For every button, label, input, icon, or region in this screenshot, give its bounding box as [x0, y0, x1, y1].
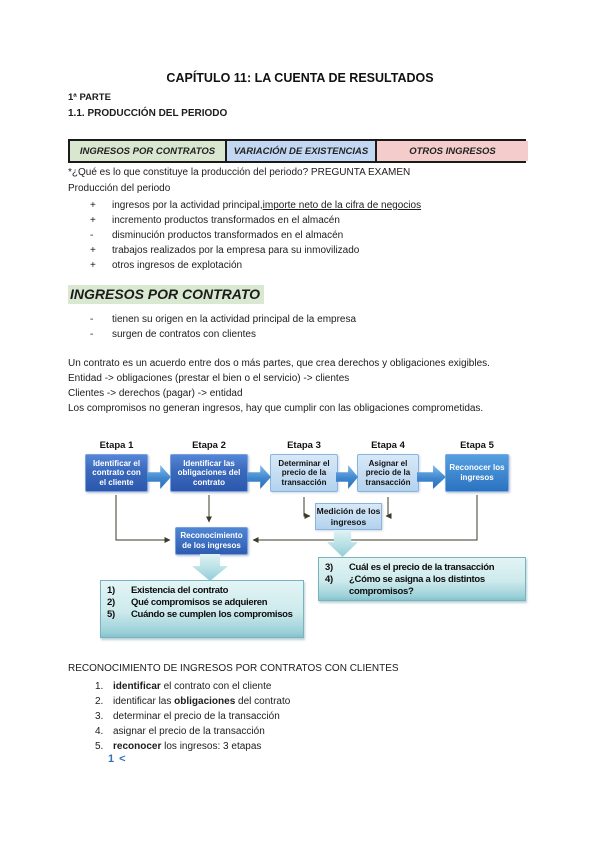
page-number-link[interactable]: 1 <	[108, 753, 127, 765]
stage-box: Determinar el precio de la transacción	[270, 454, 338, 492]
paragraph-line: Entidad -> obligaciones (prestar el bien o el servicio) -> clientes	[68, 373, 350, 384]
bullet-item	[68, 198, 533, 213]
revenue-stages-diagram	[0, 438, 600, 650]
contract-income-heading-text: INGRESOS POR CONTRATO	[68, 285, 264, 304]
bullet-sign: -	[90, 314, 94, 325]
category-cell-1: INGRESOS POR CONTRATOS	[70, 141, 227, 161]
step-text	[113, 739, 261, 754]
contract-paragraph	[68, 356, 538, 416]
bullet-text: incremento productos transformados en el almacén	[112, 215, 340, 226]
production-list	[68, 198, 533, 273]
stage-5	[445, 440, 509, 492]
question-number: 5)	[107, 608, 115, 620]
bullet-text: otros ingresos de explotación	[112, 260, 243, 271]
recognition-step	[68, 724, 533, 739]
stage-label: Etapa 2	[192, 440, 226, 451]
bullet-sign: +	[90, 200, 96, 211]
step-number: 5.	[95, 741, 104, 752]
question-text: Cuál es el precio de la transacción	[349, 562, 495, 573]
step-text	[113, 679, 271, 694]
bullet-text: disminución productos transformados en el almacén	[112, 230, 344, 241]
left-questions-box	[100, 580, 304, 638]
step-number: 1.	[95, 681, 104, 692]
step-segment: del contrato	[235, 696, 291, 707]
step-text	[113, 694, 290, 709]
category-cell-3: OTROS INGRESOS	[377, 141, 528, 161]
bullet-sign: +	[90, 245, 96, 256]
bullet-item	[68, 312, 533, 327]
step-number: 4.	[95, 726, 104, 737]
stage-box: Identificar el contrato con el cliente	[85, 454, 148, 492]
production-intro: Producción del periodo	[68, 183, 171, 194]
paragraph-line: Los compromisos no generan ingresos, hay que cumplir con las obligaciones comprometidas.	[68, 403, 484, 414]
question-number: 4)	[325, 573, 333, 585]
bullet-item	[68, 213, 533, 228]
doc-title: CAPÍTULO 11: LA CUENTA DE RESULTADOS	[166, 71, 434, 85]
exam-question-line: *¿Qué es lo que constituye la producción del periodo? PREGUNTA EXAMEN	[68, 167, 411, 178]
paragraph-line: Clientes -> derechos (pagar) -> entidad	[68, 388, 243, 399]
paragraph-line: Un contrato es un acuerdo entre dos o más partes, que crea derechos y obligaciones exigibles.	[68, 358, 490, 369]
bullet-item	[68, 258, 533, 273]
recognition-step	[68, 679, 533, 694]
step-segment: los ingresos: 3 etapas	[161, 741, 262, 752]
recognition-step	[68, 739, 533, 754]
stage-label: Etapa 1	[99, 440, 134, 451]
step-segment: identificar	[113, 681, 161, 692]
step-text	[113, 724, 265, 739]
step-segment: obligaciones	[174, 696, 236, 707]
bullet-item	[68, 327, 533, 342]
measurement-box: Medición de los ingresos	[315, 503, 382, 530]
stage-1	[85, 440, 148, 492]
step-number: 3.	[95, 711, 104, 722]
stage-label: Etapa 3	[287, 440, 321, 451]
bullet-text: surgen de contratos con clientes	[112, 329, 256, 340]
categories-table	[68, 139, 526, 163]
stage-2	[170, 440, 248, 492]
contract-income-bullets	[68, 312, 533, 342]
bullet-item	[68, 228, 533, 243]
recognition-heading: RECONOCIMIENTO DE INGRESOS POR CONTRATOS CON CLIENTES	[68, 663, 399, 674]
stage-3	[270, 440, 338, 492]
question-row	[107, 585, 299, 597]
part-label: 1ª PARTE	[68, 92, 111, 103]
question-row	[325, 562, 521, 574]
stage-label: Etapa 5	[460, 440, 494, 451]
bullet-sign: +	[90, 215, 96, 226]
question-row	[107, 609, 299, 621]
bullet-sign: +	[90, 260, 96, 271]
right-questions-box	[318, 557, 526, 601]
bullet-text: ingresos por la actividad principal,	[112, 200, 263, 211]
section-heading: 1.1. PRODUCCIÓN DEL PERIODO	[68, 108, 228, 119]
recognition-step	[68, 694, 533, 709]
contract-income-heading	[68, 286, 264, 302]
step-segment: reconocer	[113, 741, 162, 752]
step-segment: asignar el precio de la transacción	[113, 726, 265, 737]
step-text	[113, 709, 280, 724]
recognition-steps-list	[68, 679, 533, 754]
bullet-text: trabajos realizados por la empresa para su inmovilizado	[112, 245, 360, 256]
question-text: ¿Cómo se asigna a los distintos compromisos?	[349, 573, 485, 597]
step-number: 2.	[95, 696, 104, 707]
bullet-sign: -	[90, 329, 94, 340]
recognition-box: Reconocimiento de los ingresos	[175, 527, 248, 555]
question-number: 1)	[107, 585, 115, 596]
bullet-sign: -	[90, 230, 94, 241]
bullet-item	[68, 243, 533, 258]
stage-box: Asignar el precio de la transacción	[357, 454, 419, 492]
recognition-step	[68, 709, 533, 724]
stage-4	[357, 440, 419, 492]
step-segment: el contrato con el cliente	[160, 681, 272, 692]
question-text: Existencia del contrato	[131, 585, 229, 596]
stage-box: Reconocer los ingresos	[445, 454, 509, 492]
stage-box: Identificar las obligaciones del contrato	[170, 454, 248, 492]
question-number: 3)	[325, 562, 333, 573]
question-text: Qué compromisos se adquieren	[131, 596, 268, 608]
step-segment: determinar el precio de la transacción	[113, 711, 280, 722]
category-cell-2: VARIACIÓN DE EXISTENCIAS	[227, 141, 377, 161]
stage-label: Etapa 4	[371, 440, 405, 451]
bullet-text-underlined: importe neto de la cifra de negocios	[262, 200, 422, 211]
step-segment: identificar las	[113, 696, 175, 707]
bullet-text: tienen su origen en la actividad principal de la empresa	[112, 314, 357, 325]
question-text: Cuándo se cumplen los compromisos	[131, 608, 293, 620]
question-row	[107, 597, 299, 609]
question-number: 2)	[107, 596, 115, 608]
question-row	[325, 574, 521, 598]
